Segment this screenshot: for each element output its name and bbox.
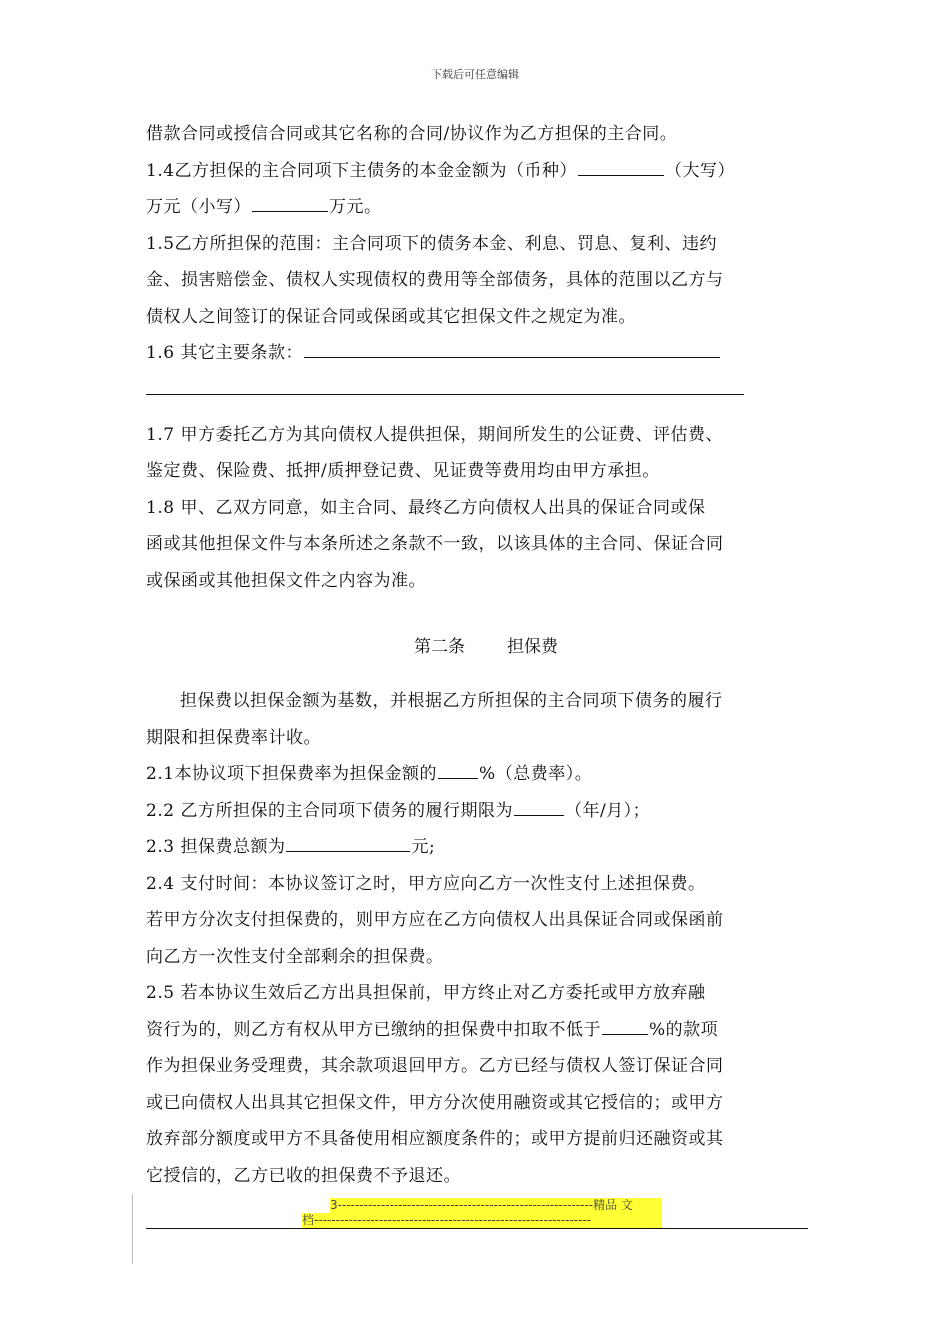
clause-text: 资行为的，则乙方有权从甲方已缴纳的担保费中扣取不低于 [146, 1019, 601, 1040]
clause-text: 2.1本协议项下担保费率为担保金额的 [146, 764, 438, 784]
paragraph-line: 鉴定费、保险费、抵押/质押登记费、见证费等费用均由甲方承担。 [146, 461, 660, 481]
total-fee-blank[interactable] [286, 837, 410, 852]
paragraph-line: 担保费以担保金额为基数，并根据乙方所担保的主合同项下债务的履行 [180, 691, 723, 711]
clause-2-5: 2.5 若本协议生效后乙方出具担保前，甲方终止对乙方委托或甲方放弃融 [146, 983, 706, 1003]
paragraph-line: 金、损害赔偿金、债权人实现债权的费用等全部债务，具体的范围以乙方与 [146, 270, 724, 290]
term-blank[interactable] [514, 801, 564, 816]
clause-1-5: 1.5乙方所担保的范围：主合同项下的债务本金、利息、罚息、复利、违约 [146, 233, 718, 254]
clause-2-4: 2.4 支付时间：本协议签订之时，甲方应向乙方一次性支付上述担保费。 [146, 873, 706, 894]
rate-blank[interactable] [438, 764, 478, 779]
clause-2-1 [146, 756, 816, 793]
fee-percent-blank[interactable] [602, 1020, 648, 1035]
section-title [146, 629, 816, 665]
clause-text: %（总费率）。 [479, 764, 593, 784]
clause-1-4 [146, 153, 816, 190]
paragraph-line: 或已向债权人出具其它担保文件，甲方分次使用融资或其它授信的；或甲方 [146, 1092, 724, 1113]
clause-text: （大写） [665, 160, 736, 181]
clause-2-2 [146, 793, 816, 830]
paragraph-line: 若甲方分次支付担保费的，则甲方应在乙方向债权人出具保证合同或保函前 [146, 910, 724, 930]
footer-watermark-line: 档---------------------------------------------------------------- [302, 1213, 662, 1228]
clause-text: 2.3 担保费总额为 [146, 837, 286, 857]
paragraph-line: 作为担保业务受理费，其余款项退回甲方。乙方已经与债权人签订保证合同 [146, 1056, 724, 1076]
clause-text: （年/月）； [564, 800, 651, 821]
clause-1-4-cont [146, 189, 816, 226]
footer-divider [146, 1228, 808, 1229]
paragraph-line: 债权人之间签订的保证合同或保函或其它担保文件之规定为准。 [146, 306, 636, 327]
clause-text: 1.6 其它主要条款： [146, 343, 303, 363]
clause-text: 万元。 [329, 197, 382, 217]
document-body [146, 116, 816, 1194]
paragraph-line [146, 1012, 816, 1049]
clause-text: 1.4乙方担保的主合同项下主债务的本金金额为（币种） [146, 160, 578, 181]
other-terms-blank-line[interactable] [146, 372, 744, 395]
clause-text: %的款项 [649, 1019, 719, 1040]
clause-text: 元; [411, 837, 436, 857]
clause-text: 2.2 乙方所担保的主合同项下债务的履行期限为 [146, 800, 513, 821]
paragraph-line: 期限和担保费率计收。 [146, 727, 321, 748]
clause-1-7: 1.7 甲方委托乙方为其向债权人提供担保，期间所发生的公证费、评估费、 [146, 424, 723, 445]
paragraph-line: 函或其他担保文件与本条所述之条款不一致，以该具体的主合同、保证合同 [146, 534, 724, 554]
footer-watermark-line: 3-----------------------------------------------------------精品 文 [330, 1198, 662, 1213]
page-footer [132, 1194, 808, 1266]
clause-1-8: 1.8 甲、乙双方同意，如主合同、最终乙方向债权人出具的保证合同或保 [146, 497, 706, 518]
clause-2-3 [146, 829, 816, 866]
paragraph-line: 向乙方一次性支付全部剩余的担保费。 [146, 946, 444, 967]
paragraph-line: 放弃部分额度或甲方不具备使用相应额度条件的；或甲方提前归还融资或其 [146, 1129, 724, 1149]
clause-1-6 [146, 335, 816, 372]
section-name: 担保费 [507, 637, 558, 657]
margin-rule [132, 1194, 133, 1264]
other-terms-blank[interactable] [304, 343, 720, 358]
paragraph-line: 借款合同或授信合同或其它名称的合同/协议作为乙方担保的主合同。 [146, 124, 678, 144]
clause-text: 万元（小写） [146, 197, 251, 217]
amount-blank[interactable] [252, 197, 328, 212]
paragraph-line: 它授信的，乙方已收的担保费不予退还。 [146, 1165, 461, 1186]
section-number: 第二条 [414, 637, 465, 657]
currency-blank[interactable] [578, 161, 664, 176]
paragraph-line: 或保函或其他担保文件之内容为准。 [146, 570, 426, 591]
header-note: 下载后可任意编辑 [431, 68, 519, 81]
